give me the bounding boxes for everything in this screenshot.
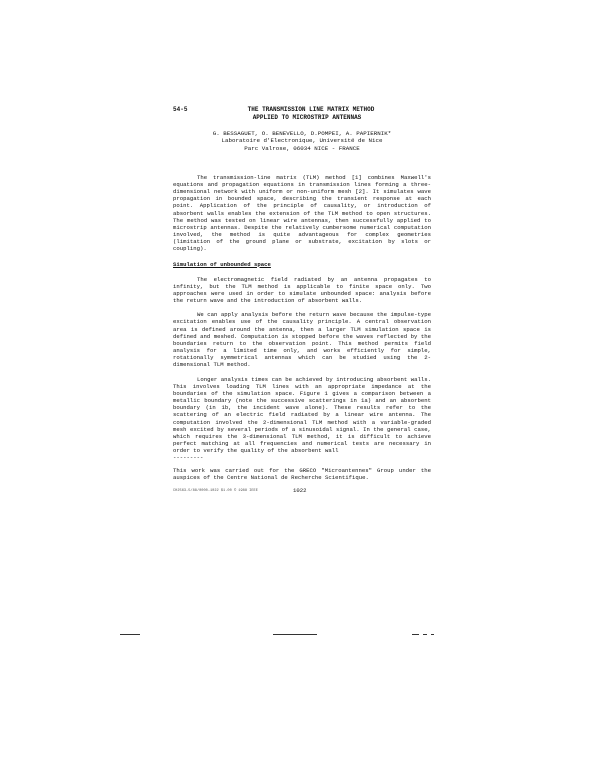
scan-mark-right-2 (423, 634, 427, 635)
footer-row (173, 487, 431, 497)
scan-mark-left (120, 634, 140, 635)
page-number: 1022 (293, 486, 307, 494)
paper-title-line1: THE TRANSMISSION LINE MATRIX METHOD (247, 106, 375, 113)
affiliation-line2: Parc Valrose, 06034 NICE - FRANCE (244, 144, 360, 152)
body-paragraph-1: The electromagnetic field radiated by an antenna propagates to infinity, but the TLM method is applicable to finite space only. Two approaches were used in order to simulate unbounded space: analysis before the return wave and the introduction of absorbent walls. (173, 275, 431, 305)
scan-mark-right-3 (431, 634, 434, 635)
abstract-paragraph: The transmission-line matrix (TLM) method [1] combines Maxwell's equations and propagation equations in transmission lines forming a three-dimensional network with uniform or non-uniform mesh [2]. It simulates wave propagation in bounded space, describing the transient response at each point. Application of the principle of causality, or introduction of absorbent walls enables the extension of the TLM method to open structures. The method was tested on linear wire antennas, then successfully applied to microstrip antennas. Despite the relatively cumbersome numerical computation involved, the method is quite advantageous for complex geometries (limitation of the ground plane or substrate, excitation by slots or coupling). (173, 173, 431, 253)
section-heading: Simulation of unbounded space (173, 260, 271, 268)
footnote-rule: --------- (173, 454, 204, 462)
authors: G. BESSAGUET, O. BENEVELLO, D.POMPEI, A. PAPIERNIK* (212, 130, 392, 138)
affiliation-line1: Laboratoire d'Electronique, Université de Nice (221, 137, 383, 145)
scan-mark-center (273, 634, 317, 635)
footer-stamp: CH2563-5/88/0000-1022 $1.00 © 1988 IEEE (173, 488, 258, 493)
body-paragraph-2: We can apply analysis before the return wave because the impulse-type excitation enables use of the causality principle. A central observation area is defined around the antenna, then a larger TLM simulation space is defined and meshed. Computation is stopped before the waves reflected by the boundaries return to the observation point. This method permits field analysis for a limited time only, and works efficiently for simple, rotationally symmetrical antennas which can be studied using the 2-dimensional TLM method. (173, 311, 431, 369)
paper-title-line2: APPLIED TO MICROSTRIP ANTENNAS (252, 114, 362, 121)
footnote: This work was carried out for the GRECO "Microantennes" Group under the auspices of the Centre National de Recherche Scientifique. (173, 466, 431, 482)
paper-code: 54-5 (173, 106, 188, 113)
paper-column (173, 106, 431, 497)
body-paragraph-3: Longer analysis times can be achieved by introducing absorbent walls. This involves loading TLM lines with an appropriate impedance at the boundaries of the simulation space. Figure 1 gives a comparison between a metallic boundary (note the successive scatterings in 1a) and an absorbent boundary (in 1b, the incident wave alone). These results refer to the scattering of an electric field radiated by a linear wire antenna. The computation involved the 2-dimensional TLM method with a variable-graded mesh excited by several periods of a sinusoidal signal. In the general case, which requires the 3-dimensional TLM method, it is difficult to achieve perfect matching at all frequencies and numerical tests are necessary in order to verify the quality of the absorbent wall (173, 375, 431, 455)
title-block (173, 106, 431, 114)
scan-mark-right-1 (412, 634, 419, 635)
